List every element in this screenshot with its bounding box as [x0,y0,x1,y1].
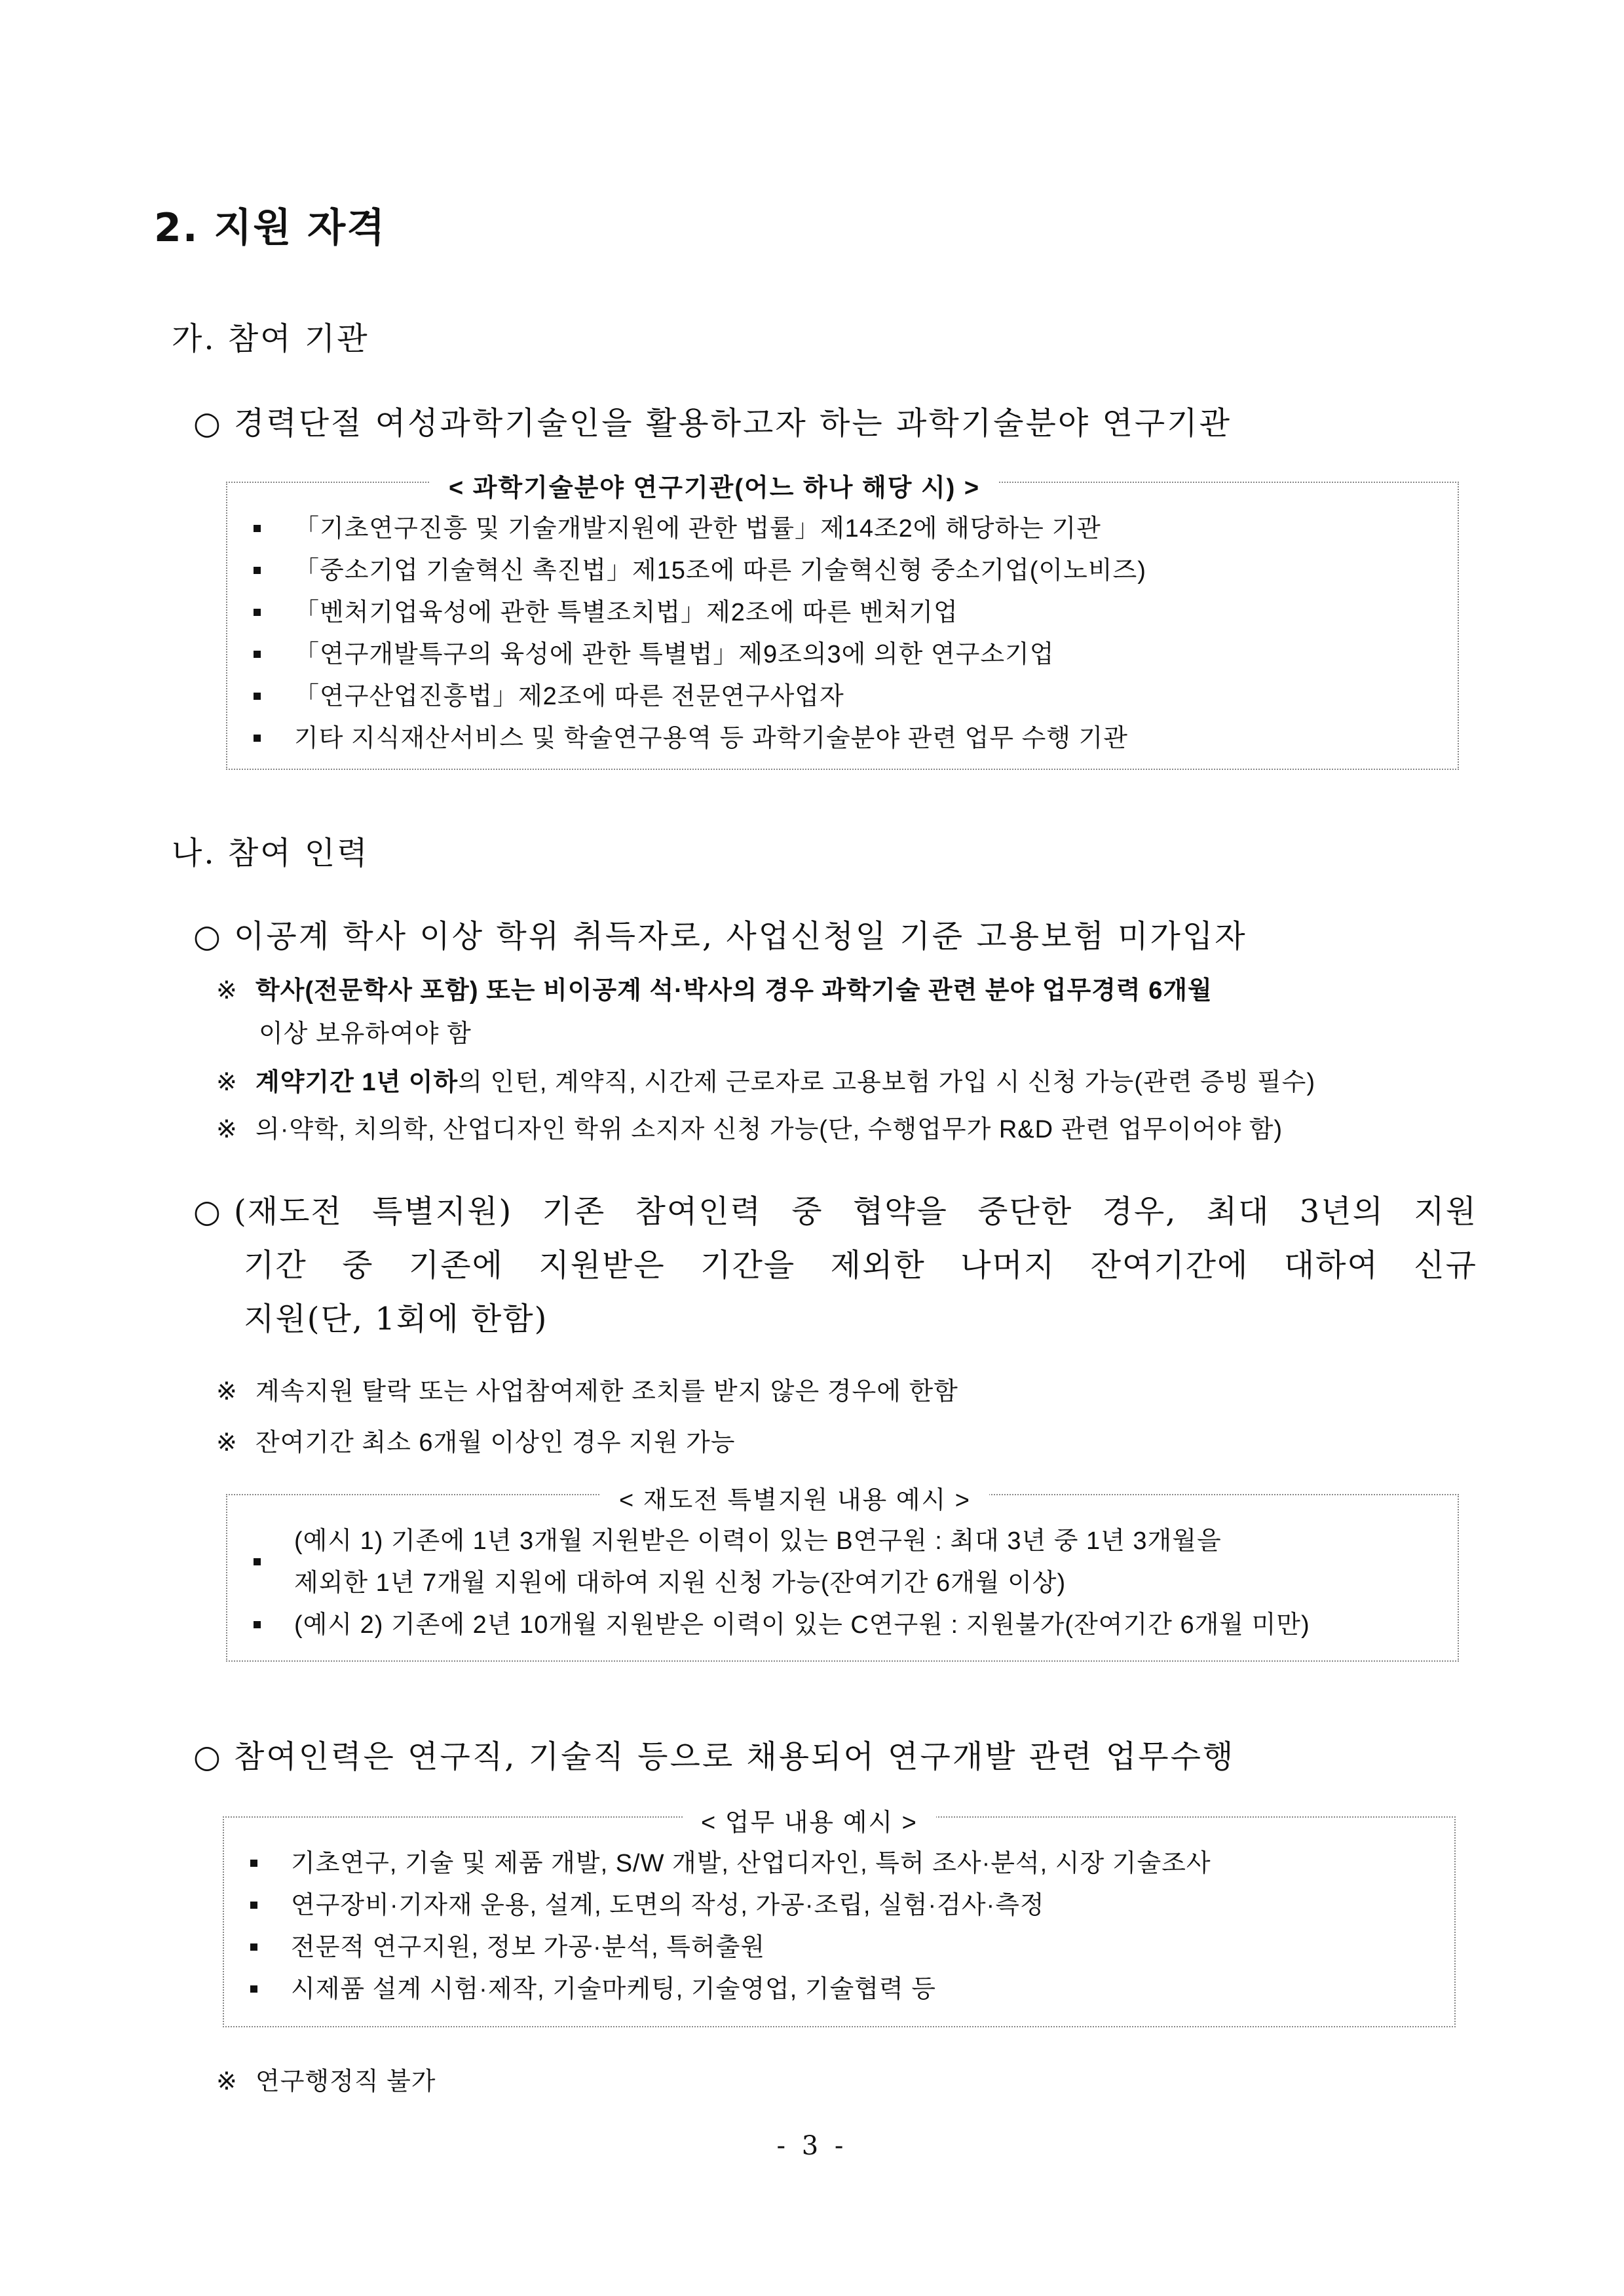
note-admin-excluded: ※ 연구행정직 불가 [216,2068,436,2095]
reference-mark-icon: ※ [216,2068,238,2095]
note-degree: ※ 의·약학, 치의학, 산업디자인 학위 소지자 신청 가능(단, 수행업무가 R&D 관련 업무이어야 함) [216,1116,1283,1143]
square-bullet-icon [254,609,261,616]
circle-bullet-icon: ○ [193,1193,222,1230]
list-item: (예시 2) 기존에 2년 10개월 지원받은 이력이 있는 C연구원 : 지원불가(잔여기간 6개월 미만) [242,1604,1443,1646]
list-item: 「기초연구진흥 및 기술개발지원에 관한 법률」제14조2에 해당하는 기관 [242,508,1443,550]
institution-list [242,508,1443,759]
personnel-requirement-3: ○ 참여인력은 연구직, 기술직 등으로 채용되어 연구개발 관련 업무수행 [193,1738,1236,1775]
subsection-title-personnel: 나. 참여 인력 [172,835,369,871]
rechallenge-example-list [242,1520,1443,1646]
work-example-list [238,1843,1440,2010]
note-rechallenge-2: ※ 잔여기간 최소 6개월 이상인 경우 지원 가능 [216,1429,736,1457]
square-bullet-icon [254,525,261,532]
circle-bullet-icon: ○ [193,918,223,955]
square-bullet-icon [254,567,261,574]
research-institution-box [226,474,1459,770]
reference-mark-icon: ※ [216,977,238,1004]
list-item: 「중소기업 기술혁신 촉진법」제15조에 따른 기술혁신형 중소기업(이노비즈) [242,550,1443,592]
box-title-work: < 업무 내용 예시 > [683,1802,936,1838]
square-bullet-icon [250,1943,257,1951]
note-experience: ※ 학사(전문학사 포함) 또는 비이공계 석·박사의 경우 과학기술 관련 분야 업무경력 6개월 [216,977,1213,1004]
reference-mark-icon: ※ [216,1116,238,1143]
square-bullet-icon [254,1621,261,1628]
list-item: 기타 지식재산서비스 및 학술연구용역 등 과학기술분야 관련 업무 수행 기관 [242,718,1443,759]
square-bullet-icon [250,1902,257,1909]
personnel-requirement-2: ○ (재도전 특별지원) 기존 참여인력 중 협약을 중단한 경우, 최대 3년의 지원 기간 중 기존에 지원받은 기간을 제외한 나머지 잔여기간에 대하여 신규 지원(단, 1회에 한함) [193,1185,1477,1346]
box-title-institutions: < 과학기술분야 연구기관(어느 하나 해당 시) > [430,467,998,503]
list-item: 기초연구, 기술 및 제품 개발, S/W 개발, 산업디자인, 특허 조사·분석, 시장 기술조사 [238,1843,1440,1885]
list-item: 「연구산업진흥법」제2조에 따른 전문연구사업자 [242,676,1443,718]
list-item: 「연구개발특구의 육성에 관한 특별법」제9조의3에 의한 연구소기업 [242,634,1443,676]
circle-bullet-icon: ○ [193,405,223,442]
list-item: 「벤처기업육성에 관한 특별조치법」제2조에 따른 벤처기업 [242,592,1443,634]
section-heading: 2. 지원 자격 [154,205,387,251]
circle-bullet-icon: ○ [193,1738,223,1775]
work-example-box [223,1809,1456,2027]
subsection-title-institutions: 가. 참여 기관 [172,320,369,357]
note-contract: ※ 계약기간 1년 이하의 인턴, 계약직, 시간제 근로자로 고용보험 가입 시 신청 가능(관련 증빙 필수) [216,1069,1316,1096]
institution-requirement-text: 경력단절 여성과학기술인을 활용하고자 하는 과학기술분야 연구기관 [234,405,1232,442]
square-bullet-icon [250,1985,257,1993]
square-bullet-icon [250,1860,257,1867]
square-bullet-icon [254,735,261,742]
square-bullet-icon [254,693,261,700]
list-item: 시제품 설계 시험·제작, 기술마케팅, 기술영업, 기술협력 등 [238,1968,1440,2010]
note-rechallenge-1: ※ 계속지원 탈락 또는 사업참여제한 조치를 받지 않은 경우에 한함 [216,1378,958,1406]
page-number: - 3 - [776,2131,848,2161]
reference-mark-icon: ※ [216,1429,238,1457]
note-experience-cont: 이상 보유하여야 함 [259,1020,472,1048]
reference-mark-icon: ※ [216,1069,238,1096]
list-item: 연구장비·기자재 운용, 설계, 도면의 작성, 가공·조립, 실험·검사·측정 [238,1885,1440,1926]
rechallenge-example-box [226,1487,1459,1662]
square-bullet-icon [254,651,261,658]
personnel-requirement-1: ○ 이공계 학사 이상 학위 취득자로, 사업신청일 기준 고용보험 미가입자 [193,918,1247,955]
institution-requirement [193,398,1232,443]
square-bullet-icon [254,1558,261,1565]
list-item: 전문적 연구지원, 정보 가공·분석, 특허출원 [238,1926,1440,1968]
list-item: (예시 1) 기존에 1년 3개월 지원받은 이력이 있는 B연구원 : 최대 3년 중 1년 3개월을 제외한 1년 7개월 지원에 대하여 지원 신청 가능(잔여기간 6개월 이상) [242,1520,1443,1604]
reference-mark-icon: ※ [216,1378,238,1406]
box-title-rechallenge: < 재도전 특별지원 내용 예시 > [601,1480,989,1516]
